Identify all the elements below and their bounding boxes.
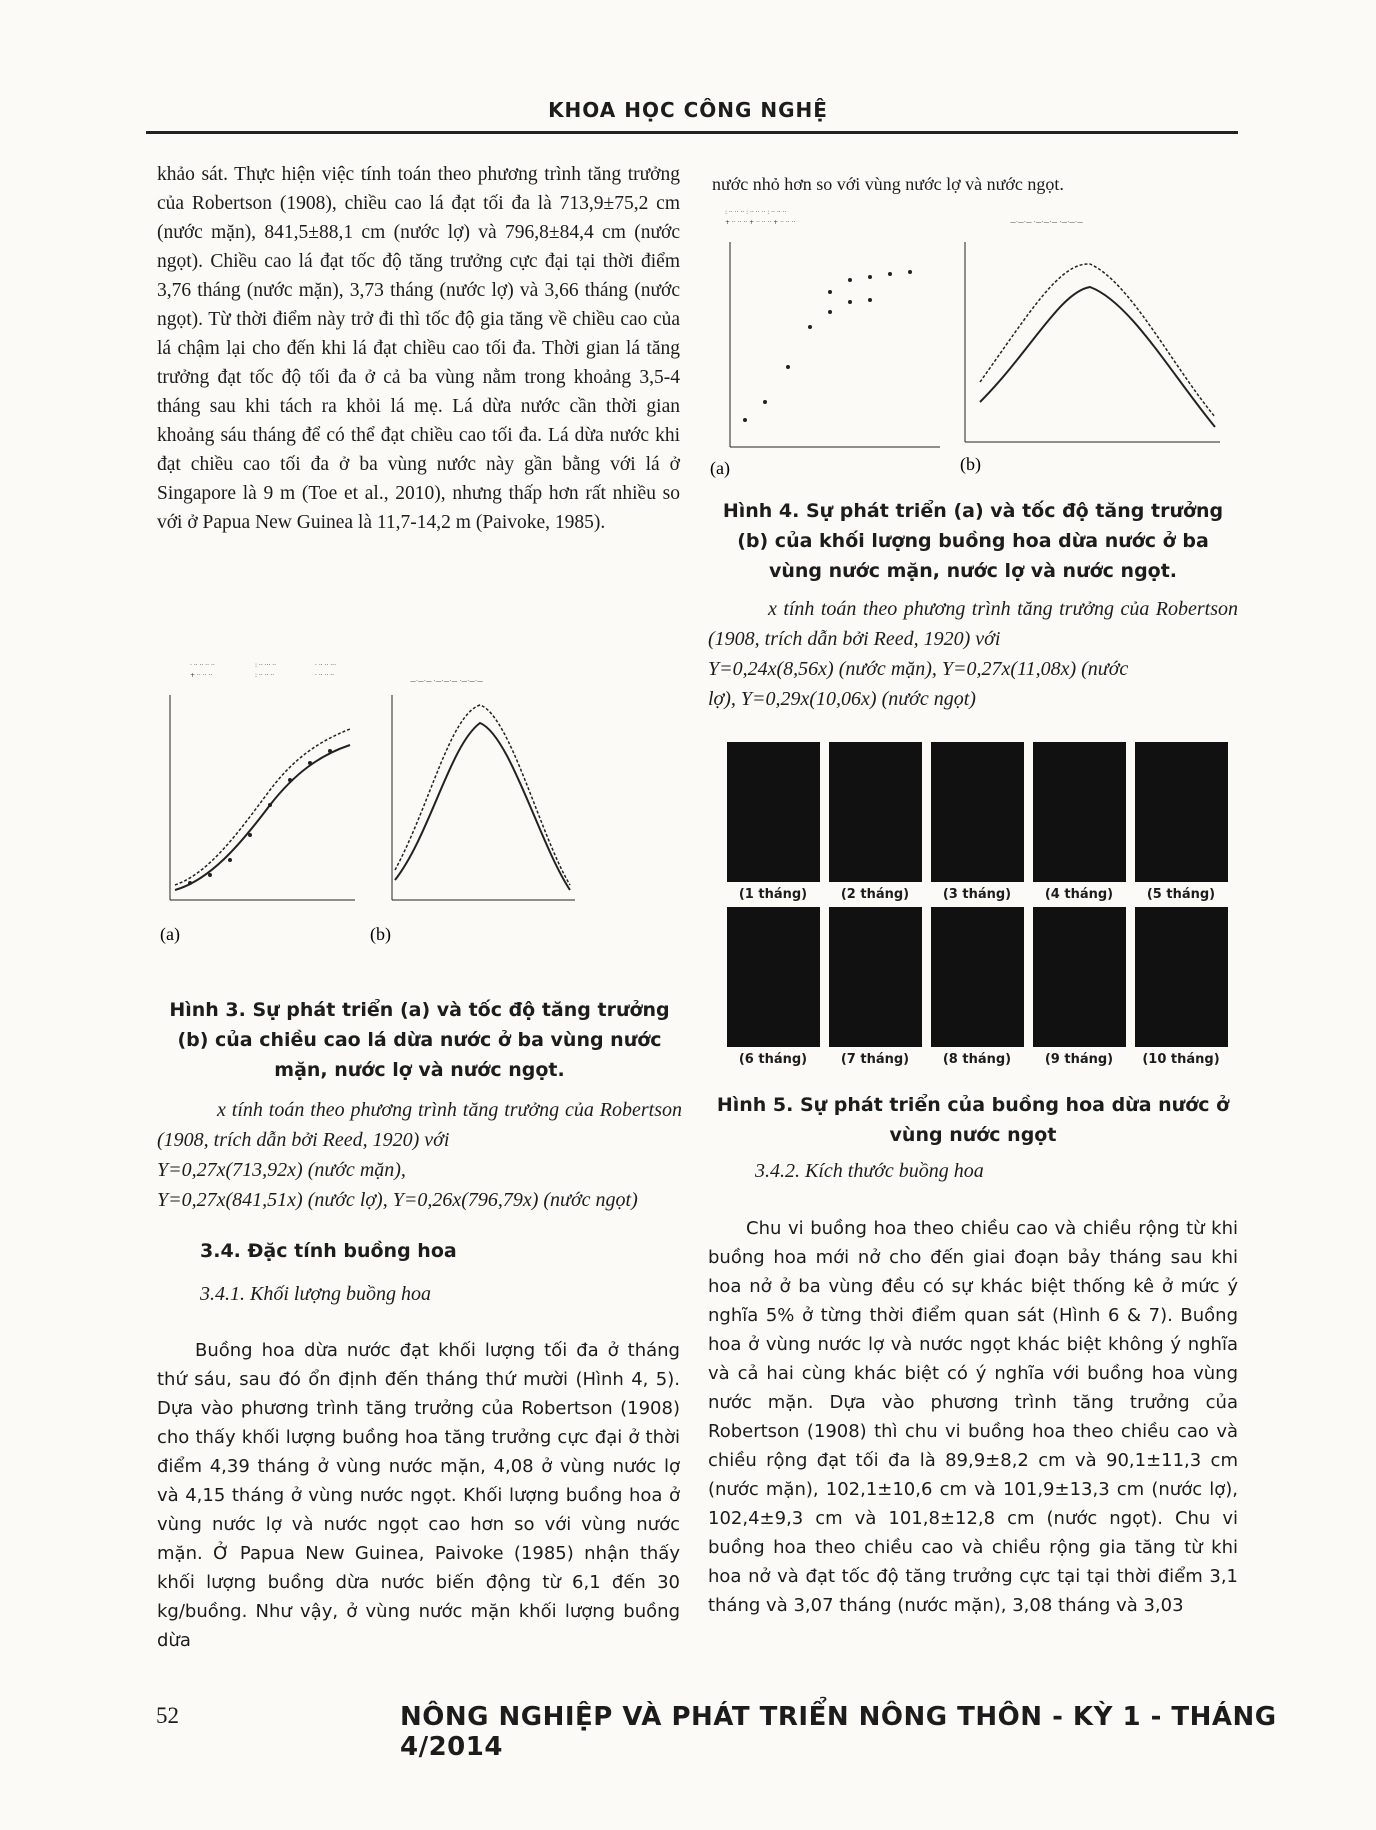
svg-text:· ·· ·· ···: · ·· ·· ··· (315, 662, 336, 669)
figure-5-grid (727, 742, 1232, 1072)
figure-5-caption: Hình 5. Sự phát triển của buồng hoa dừa nước ở vùng nước ngọt (716, 1094, 1230, 1146)
figure-4 (710, 202, 1235, 487)
page-number: 52 (156, 1703, 179, 1728)
figure-4-equation-2: lợ), Y=0,29x(10,06x) (nước ngọt) (708, 688, 976, 710)
photo-label-10: (10 tháng) (1142, 1052, 1220, 1067)
photo-label-3: (3 tháng) (942, 887, 1012, 902)
figure-3-plots (160, 655, 680, 955)
photo-10 (1135, 907, 1228, 1047)
photo-8 (931, 907, 1024, 1047)
page-footer: NÔNG NGHIỆP VÀ PHÁT TRIỂN NÔNG THÔN - KỲ 1 - THÁNG 4/2014 (400, 1702, 1277, 1762)
photo-5 (1135, 742, 1228, 882)
photo-label-9: (9 tháng) (1044, 1052, 1114, 1067)
section-3-4-1-body (157, 1318, 680, 1673)
figure-3-caption: Hình 3. Sự phát triển (a) và tốc độ tăng trưởng (b) của chiều cao lá dừa nước ở ba vùng nước mặn, nước lợ và nước ngọt. (169, 999, 670, 1081)
right-top-line: nước nhỏ hơn so với vùng nước lợ và nước ngọt. (712, 174, 1064, 194)
page-header: KHOA HỌC CÔNG NGHỆ (548, 98, 828, 122)
photo-label-1: (1 tháng) (738, 887, 808, 902)
section-3-4-2-body (708, 1196, 1238, 1638)
photo-9 (1033, 907, 1126, 1047)
photo-label-6: (6 tháng) (738, 1052, 808, 1067)
figure-3-equation-2: Y=0,27x(841,51x) (nước lợ), Y=0,26x(796,79x) (nước ngọt) (157, 1189, 638, 1211)
photo-2 (829, 742, 922, 882)
section-3-4-1-paragraph: Buồng hoa dừa nước đạt khối lượng tối đa ở tháng thứ sáu, sau đó ổn định đến tháng thứ mười (Hình 4, 5). Dựa vào phương trình tăng trưởng của Robertson (1908) cho thấy khối lượng buồng hoa tăng trưởng cực đại ở thời điểm 4,39 tháng ở vùng nước mặn, 4,08 ở vùng nước lợ và 4,15 tháng ở vùng nước ngọt. Khối lượng buồng hoa ở vùng nước lợ và nước ngọt cao hơn so với vùng nước mặn. Ở Papua New Guinea, Paivoke (1985) nhận thấy khối lượng buồng dừa nước biến động từ 6,1 đến 30 kg/buồng. Như vậy, ở vùng nước mặn khối lượng buồng dừa (157, 1340, 680, 1651)
photo-7 (829, 907, 922, 1047)
photo-label-7: (7 tháng) (840, 1052, 910, 1067)
photo-1 (727, 742, 820, 882)
photo-label-8: (8 tháng) (942, 1052, 1012, 1067)
photo-6 (727, 907, 820, 1047)
figure-4-caption: Hình 4. Sự phát triển (a) và tốc độ tăng trưởng (b) của khối lượng buồng hoa dừa nước ở ba vùng nước mặn, nước lợ và nước ngọt. (722, 500, 1224, 582)
figure-4-equation-1: Y=0,24x(8,56x) (nước mặn), Y=0,27x(11,08x) (nước (708, 658, 1129, 680)
photo-4 (1033, 742, 1126, 882)
photo-label-2: (2 tháng) (840, 887, 910, 902)
figure-3-caption-block (157, 995, 682, 1215)
svg-text:: ·· ··· ··: : ·· ··· ·· (255, 662, 277, 669)
fig3-label-b: (b) (370, 924, 391, 944)
figure-3-equation-intro: x tính toán theo phương trình tăng trưởng của Robertson (1908, trích dẫn bởi Reed, 1920) với (157, 1099, 682, 1151)
svg-text:: ·· ·· ·· : ·· ·· ·· : ·· ·: : ·· ·· ·· : ·· ·· ·· : ·· ·· ·· (725, 209, 787, 216)
figure-4-equation-intro: x tính toán theo phương trình tăng trưởng của Robertson (1908, trích dẫn bởi Reed, 1920) với (708, 598, 1238, 650)
figure-3-equation-1: Y=0,27x(713,92x) (nước mặn), (157, 1159, 406, 1181)
svg-text:—·—·— ·—·—·— ·—·—·—: —·—·— ·—·—·— ·—·—·— (410, 678, 484, 685)
left-column (157, 160, 680, 537)
svg-text:+ ·· ·· ··: + ·· ·· ·· (190, 672, 213, 679)
figure-3 (160, 655, 680, 955)
section-3-4-heading: 3.4. Đặc tính buồng hoa (200, 1240, 457, 1262)
figure-4-plots (710, 202, 1235, 487)
svg-text:—·—·— ·—·—·— ·—·—·—: —·—·— ·—·—·— ·—·—·— (1010, 219, 1084, 226)
left-paragraph: khảo sát. Thực hiện việc tính toán theo phương trình tăng trưởng của Robertson (1908), chiều cao lá đạt tối đa là 713,9±75,2 cm (nước mặn), 841,5±88,1 cm (nước lợ) và 796,8±84,4 cm (nước ngọt). Chiều cao lá đạt tốc độ tăng trưởng cực đại tại thời điểm 3,76 tháng (nước mặn), 3,73 tháng (nước lợ) và 3,66 tháng (nước ngọt). Từ thời điểm này trở đi thì tốc độ gia tăng về chiều cao của lá chậm lại cho đến khi lá đạt chiều cao tối đa. Thời gian lá tăng trưởng đạt tốc độ tối đa ở cả ba vùng nằm trong khoảng 3,5-4 tháng sau khi tách ra khỏi lá mẹ. Lá dừa nước cần thời gian khoảng sáu tháng để có thể đạt chiều cao tối đa. Lá dừa nước khi đạt chiều cao tối đa ở ba vùng nước này gần bằng với lá ở Singapore là 9 m (Toe et al., 2010), nhưng thấp hơn rất nhiều so với ở Papua New Guinea là 11,7-14,2 m (Paivoke, 1985). (157, 164, 680, 533)
figure-4-caption-block (708, 496, 1238, 714)
fig3-label-a: (a) (160, 924, 180, 944)
svg-text:+ ·· ·· ·· + ·· ·· ·· + ·· ·: + ·· ·· ·· + ·· ·· ·· + ·· ·· ·· (725, 219, 796, 226)
photo-label-5: (5 tháng) (1146, 887, 1216, 902)
section-3-4-1-heading: 3.4.1. Khối lượng buồng hoa (200, 1283, 432, 1305)
fig4-label-b: (b) (960, 454, 981, 474)
fig4-label-a: (a) (710, 458, 730, 478)
svg-text:: ·· ·· ··: : ·· ·· ·· (255, 672, 275, 679)
section-3-4-2-paragraph: Chu vi buồng hoa theo chiều cao và chiều rộng từ khi buồng hoa mới nở cho đến giai đoạn bảy tháng sau khi hoa nở ở ba vùng đều có sự khác biệt thống kê ở mức ý nghĩa 5% ở từng thời điểm quan sát (Hình 6 & 7). Buồng hoa ở vùng nước lợ và nước ngọt khác biệt không ý nghĩa và cả hai cùng khác biệt có ý nghĩa với buồng hoa vùng nước mặn. Dựa vào phương trình tăng trưởng của Robertson (1908) thì chu vi buồng hoa theo chiều cao và chiều rộng đạt tối đa là 89,9±8,2 cm và 90,1±11,3 cm (nước mặn), 102,1±10,6 cm và 101,9±13,3 cm (nước lợ), 102,4±9,3 cm và 101,8±12,8 cm (nước ngọt). Chu vi buồng hoa theo chiều cao và chiều rộng gia tăng từ khi hoa nở và đạt tốc độ tăng trưởng cực tại tại thời điểm 3,1 tháng và 3,07 tháng (nước mặn), 3,08 tháng và 3,03 (708, 1218, 1238, 1616)
photo-label-4: (4 tháng) (1044, 887, 1114, 902)
section-3-4-2-heading: 3.4.2. Kích thước buồng hoa (755, 1160, 984, 1182)
header-rule (146, 131, 1238, 134)
svg-text:· ·· ·· ··: · ·· ·· ·· (315, 672, 335, 679)
svg-text:· ·· ·· ·· ··: · ·· ·· ·· ·· (190, 662, 215, 669)
photo-3 (931, 742, 1024, 882)
